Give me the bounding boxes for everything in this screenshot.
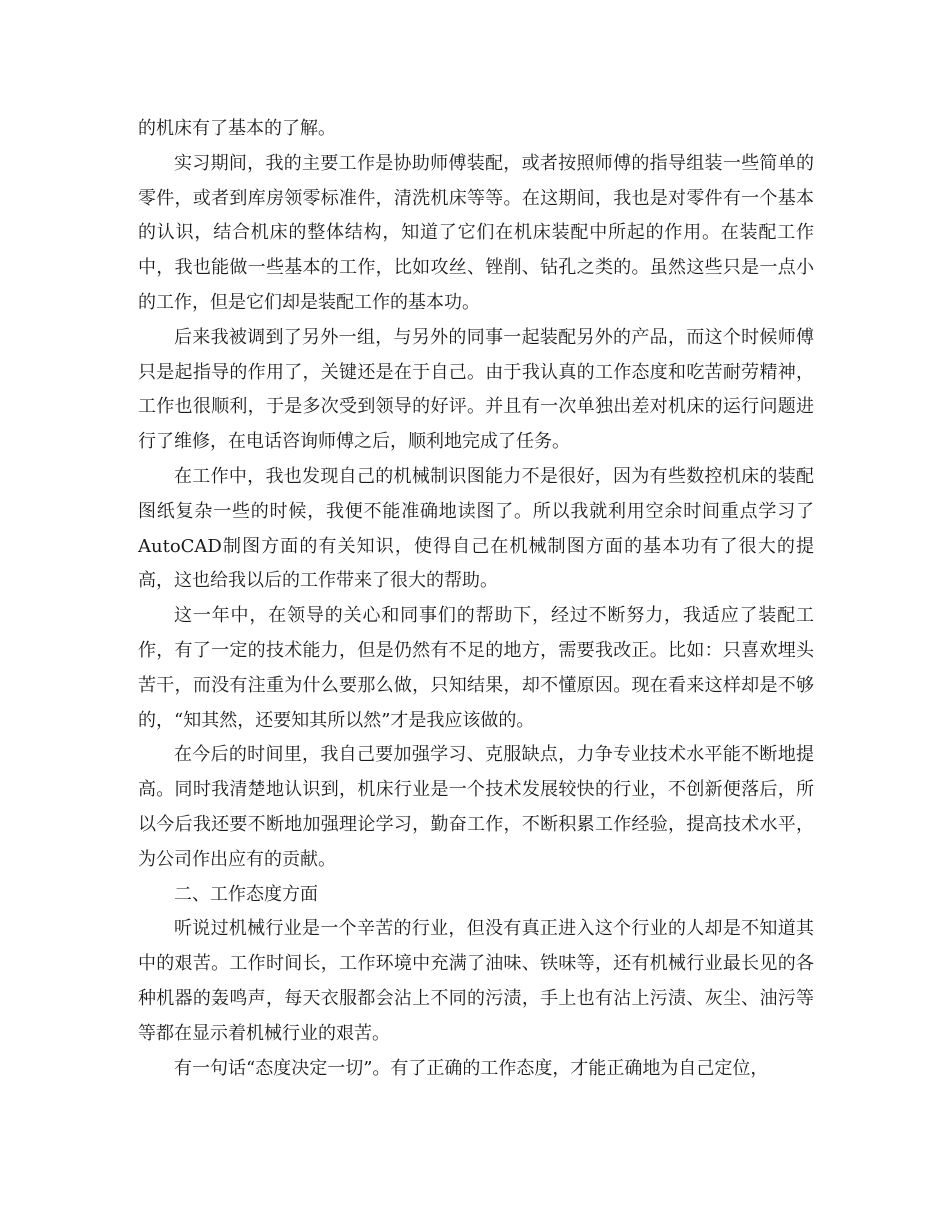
paragraph-8: 有一句话“态度决定一切”。有了正确的工作态度，才能正确地为自己定位， xyxy=(174,1057,769,1079)
paragraph-5: 这一年中，在领导的关心和同事们的帮助下，经过不断努力，我适应了装配工作，有了一定的技术能力，但是仍然有不足的地方，需要我改正。比如：只喜欢埋头苦干，而没有注重为什么要那么做，只知结果，却不懂原因。现在看来这样却是不够的，“知其然，还要知其所以然”才是我应该做的。 xyxy=(138,605,814,731)
paragraph-7: 听说过机械行业是一个辛苦的行业，但没有真正进入这个行业的人却是不知道其中的艰苦。工作时间长，工作环境中充满了油味、铁味等，还有机械行业最长见的各种机器的轰鸣声，每天衣服都会沾上不同的污渍，手上也有沾上污渍、灰尘、油污等等都在显示着机械行业的艰苦。 xyxy=(138,918,814,1044)
paragraph-4: 在工作中，我也发现自己的机械制识图能力不是很好，因为有些数控机床的装配图纸复杂一些的时候，我便不能准确地读图了。所以我就利用空余时间重点学习了AutoCAD制图方面的有关知识，使得自己在机械制图方面的基本功有了很大的提高，这也给我以后的工作带来了很大的帮助。 xyxy=(138,465,814,592)
paragraph-2: 实习期间，我的主要工作是协助师傅装配，或者按照师傅的指导组装一些简单的零件，或者到库房领零标准件，清洗机床等等。在这期间，我也是对零件有一个基本的认识，结合机床的整体结构，知道了它们在机床装配中所起的作用。在装配工作中，我也能做一些基本的工作，比如攻丝、锉削、钻孔之类的。虽然这些只是一点小的工作，但是它们却是装配工作的基本功。 xyxy=(138,152,814,313)
paragraph-1: 的机床有了基本的了解。 xyxy=(138,118,336,139)
paragraph-6: 在今后的时间里，我自己要加强学习、克服缺点，力争专业技术水平能不断地提高。同时我清楚地认识到，机床行业是一个技术发展较快的行业，不创新便落后，所以今后我还要不断地加强理论学习，勤奋工作，不断积累工作经验，提高技术水平，为公司作出应有的贡献。 xyxy=(138,744,814,870)
paragraph-3: 后来我被调到了另外一组，与另外的同事一起装配另外的产品，而这个时候师傅只是起指导的作用了，关键还是在于自己。由于我认真的工作态度和吃苦耐劳精神，工作也很顺利，于是多次受到领导的好评。并且有一次单独出差对机床的运行问题进行了维修，在电话咨询师傅之后，顺利地完成了任务。 xyxy=(138,326,814,453)
section-heading-work-attitude: 二、工作态度方面 xyxy=(174,883,318,905)
document-body xyxy=(138,112,814,1086)
